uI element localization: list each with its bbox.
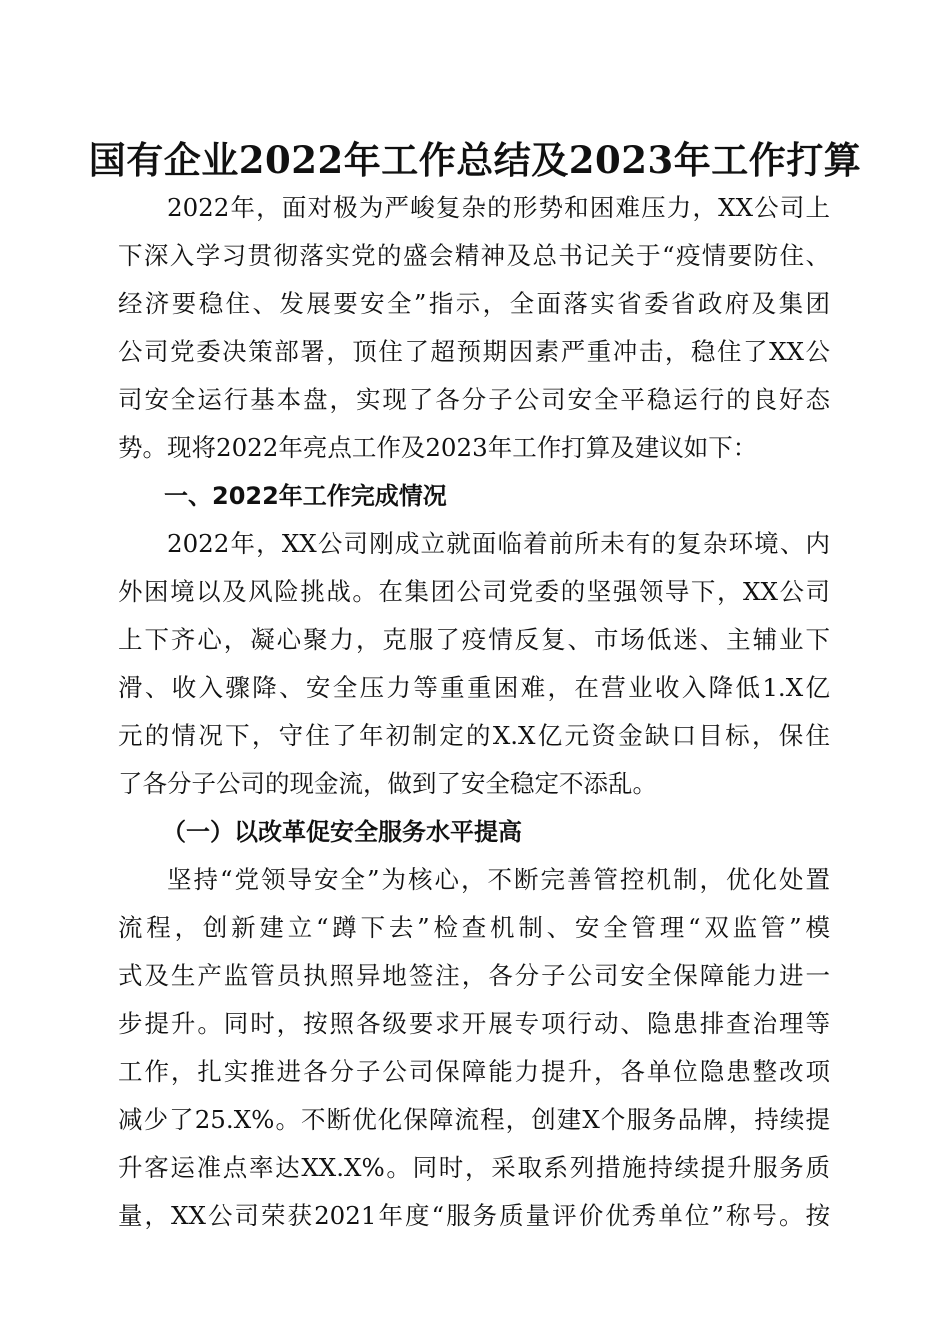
section-heading-2: （一）以改革促安全服务水平提高 (162, 817, 522, 846)
paragraph-1-line-1: 2022年，面对极为严峻复杂的形势和困难压力，XX公司上 (167, 193, 830, 222)
paragraph-2-line-5: 元的情况下，守住了年初制定的X.X亿元资金缺口目标，保住 (118, 721, 830, 750)
paragraph-1-line-3: 经济要稳住、发展要安全”指示，全面落实省委省政府及集团 (118, 289, 830, 318)
paragraph-2-line-2: 外困境以及风险挑战。在集团公司党委的坚强领导下，XX公司 (118, 577, 830, 606)
paragraph-3-line-7: 升客运准点率达XX.X%。同时，采取系列措施持续提升服务质 (118, 1153, 830, 1182)
paragraph-1-line-2: 下深入学习贯彻落实党的盛会精神及总书记关于“疫情要防住、 (118, 241, 830, 270)
paragraph-3-line-6: 减少了25.X%。不断优化保障流程，创建X个服务品牌，持续提 (118, 1105, 830, 1134)
paragraph-1-line-6: 势。现将2022年亮点工作及2023年工作打算及建议如下： (118, 433, 758, 462)
paragraph-2-line-6: 了各分子公司的现金流，做到了安全稳定不添乱。 (118, 769, 657, 798)
paragraph-3-line-4: 步提升。同时，按照各级要求开展专项行动、隐患排查治理等 (118, 1009, 830, 1038)
paragraph-3-line-8: 量，XX公司荣获2021年度“服务质量评价优秀单位”称号。按 (118, 1201, 830, 1230)
paragraph-3-line-5: 工作，扎实推进各分子公司保障能力提升，各单位隐患整改项 (118, 1057, 830, 1086)
paragraph-1-line-4: 公司党委决策部署，顶住了超预期因素严重冲击，稳住了XX公 (118, 337, 830, 366)
paragraph-2-line-3: 上下齐心，凝心聚力，克服了疫情反复、市场低迷、主辅业下 (118, 625, 830, 654)
paragraph-2-line-4: 滑、收入骤降、安全压力等重重困难，在营业收入降低1.X亿 (118, 673, 830, 702)
document-title: 国有企业2022年工作总结及2023年工作打算 (88, 138, 862, 182)
paragraph-3-line-1: 坚持“党领导安全”为核心，不断完善管控机制，优化处置 (167, 865, 830, 894)
paragraph-1-line-5: 司安全运行基本盘，实现了各分子公司安全平稳运行的良好态 (118, 385, 830, 414)
section-heading-1: 一、2022年工作完成情况 (164, 482, 447, 510)
paragraph-3-line-3: 式及生产监管员执照异地签注，各分子公司安全保障能力进一 (118, 961, 830, 990)
paragraph-3-line-2: 流程，创新建立“蹲下去”检查机制、安全管理“双监管”模 (118, 913, 830, 942)
paragraph-2-line-1: 2022年，XX公司刚成立就面临着前所未有的复杂环境、内 (167, 529, 830, 558)
